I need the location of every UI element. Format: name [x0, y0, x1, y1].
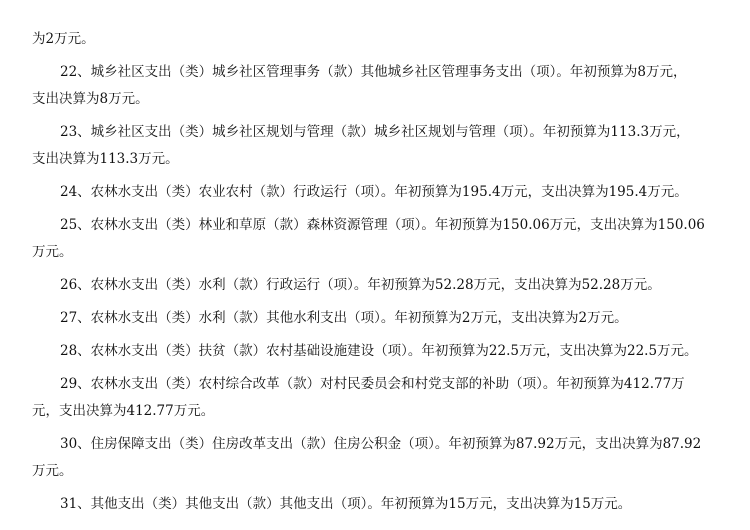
- text-line: 为2万元。: [32, 31, 95, 47]
- text-line: 26、农林水支出（类）水利（款）行政运行（项）。年初预算为52.28万元，支出决算为52.28万元。: [60, 277, 661, 293]
- text-line: 支出决算为8万元。: [32, 91, 149, 107]
- text-line: 23、城乡社区支出（类）城乡社区规划与管理（款）城乡社区规划与管理（项）。年初预算为113.3万元，: [60, 124, 690, 140]
- text-line: 万元。: [32, 244, 73, 260]
- paragraph-28: [32, 343, 722, 359]
- paragraph-29: [32, 376, 722, 419]
- paragraph-31: [32, 496, 722, 512]
- paragraph-25: [32, 217, 722, 260]
- text-line: 25、农林水支出（类）林业和草原（款）森林资源管理（项）。年初预算为150.06万元，支出决算为150.06: [60, 217, 705, 233]
- text-line: 22、城乡社区支出（类）城乡社区管理事务（款）其他城乡社区管理事务支出（项）。年初预算为8万元，: [60, 64, 687, 80]
- paragraph-27: [32, 310, 722, 326]
- paragraph-23: [32, 124, 722, 167]
- paragraph-21-tail: [32, 31, 722, 47]
- paragraph-26: [32, 277, 722, 293]
- text-line: 27、农林水支出（类）水利（款）其他水利支出（项）。年初预算为2万元，支出决算为2万元。: [60, 310, 628, 326]
- text-line: 29、农林水支出（类）农村综合改革（款）对村民委员会和村党支部的补助（项）。年初预算为412.77万: [60, 376, 685, 392]
- text-line: 31、其他支出（类）其他支出（款）其他支出（项）。年初预算为15万元，支出决算为15万元。: [60, 496, 632, 512]
- text-line: 30、住房保障支出（类）住房改革支出（款）住房公积金（项）。年初预算为87.92万元，支出决算为87.92: [60, 436, 702, 452]
- paragraph-24: [32, 184, 722, 200]
- text-line: 24、农林水支出（类）农业农村（款）行政运行（项）。年初预算为195.4万元，支出决算为195.4万元。: [60, 184, 688, 200]
- document-body: [32, 31, 722, 512]
- text-line: 元，支出决算为412.77万元。: [32, 403, 215, 419]
- paragraph-22: [32, 64, 722, 107]
- text-line: 万元。: [32, 463, 73, 479]
- text-line: 支出决算为113.3万元。: [32, 151, 179, 167]
- paragraph-30: [32, 436, 722, 479]
- text-line: 28、农林水支出（类）扶贫（款）农村基础设施建设（项）。年初预算为22.5万元，支出决算为22.5万元。: [60, 343, 698, 359]
